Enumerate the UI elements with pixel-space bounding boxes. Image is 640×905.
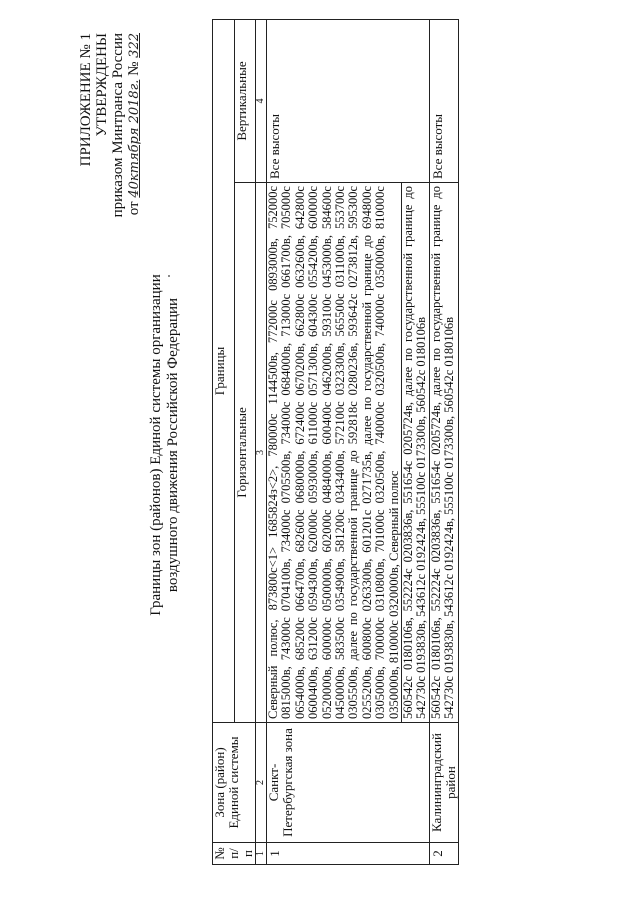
column-number-row [256, 19, 267, 864]
header-vertical: Вертикальные [234, 19, 256, 182]
vertical-borders: Все высоты [429, 19, 458, 182]
header-horizontal: Горизонтальные [234, 183, 256, 723]
row-number: 2 [429, 843, 458, 865]
document-title [148, 155, 182, 735]
horizontal-borders-sub: 560542с 0180106в, 552224с 0203836в, 551654с 0205724в, далее по государственной границе до 542730с 0193830в, 543612с 0192424в, 555100с 0173300в, 560542с 0180106в [402, 183, 430, 723]
order-label: приказом Минтранса России [110, 33, 126, 218]
scan-artifact [168, 275, 170, 277]
title-line-1: Границы зон (районов) Единой системы организации [148, 274, 164, 616]
col-number: 4 [256, 19, 267, 182]
row-number: 1 [267, 843, 430, 865]
handwritten-date: 40ктября 2018г. [127, 79, 142, 198]
number-prefix: № [126, 61, 142, 76]
approved-label: УТВЕРЖДЕНЫ [94, 33, 110, 137]
horizontal-borders: 560542с 0180106в, 552224с 0203836в, 551654с 0205724в, далее по государственной границе до 542730с 0193830в, 543612с 0192424в, 555100с 0173300в, 560542с 0180106в [429, 183, 458, 723]
horizontal-borders [267, 183, 402, 723]
header-zone: Зона (район) Единой системы [213, 723, 256, 843]
handwritten-number: 322 [127, 33, 142, 58]
vertical-borders: Все высоты [267, 19, 430, 182]
borders-table [212, 19, 459, 865]
appendix-label: ПРИЛОЖЕНИЕ № 1 [78, 33, 94, 167]
col-number: 2 [256, 723, 267, 843]
header-num: № п/п [213, 843, 256, 865]
header-row [213, 19, 235, 864]
col-number: 1 [256, 843, 267, 865]
zone-name: Санкт-Петербургская зона [267, 723, 430, 843]
title-line-2: воздушного движения Российской Федерации [165, 297, 181, 593]
header-borders: Границы [213, 19, 235, 722]
table-row [429, 19, 458, 864]
approval-block [78, 33, 143, 253]
date-prefix: от [126, 201, 142, 216]
zone-name: Калининградский район [429, 723, 458, 843]
table-row [267, 19, 402, 864]
col-number: 3 [256, 183, 267, 723]
order-date-line [126, 33, 143, 253]
horizontal-borders-main: Северный полюс, 873800с<1> 1685824з<2>, 780000с 1144500в, 772000с 0893000в, 752000с 0815000в, 743000с 0704100в, 734000с 0705500в, 734000с 0684000в, 713000с 0661700в, 705000с 0654000в, 685200с 0664700в, 682600с 0680000в, 672400с 0670200в, 662800с 0632600в, 642800с 0600400в, 631200с 0594300в, 620000с 0593000в, 611000с 0571300в, 604300с 0554200в, 600000с 0520000в, 600000с 0500000в, 602000с 0484000в, 600400с 0462000в, 593100с 0453000в, 584600с 0450000в, 583500с 0354900в, 581200с 0343400в, 572100с 0323300в, 565500с 0311000в, 553700с 0305500в, далее по государственной границе до 592818с 0280236в, 593642с 0273812в, 595300с 0255200в, 600800с 0263300в, 601201с 0271735в, далее по государственной границе до 694800с 0305000в, 700000с 0310800в, 701000с 0320500в, 740000с 0320500в, 740000с 0350000в, 810000с 0350000в, 810000с 0320000в, Северный полюс [266, 186, 401, 719]
